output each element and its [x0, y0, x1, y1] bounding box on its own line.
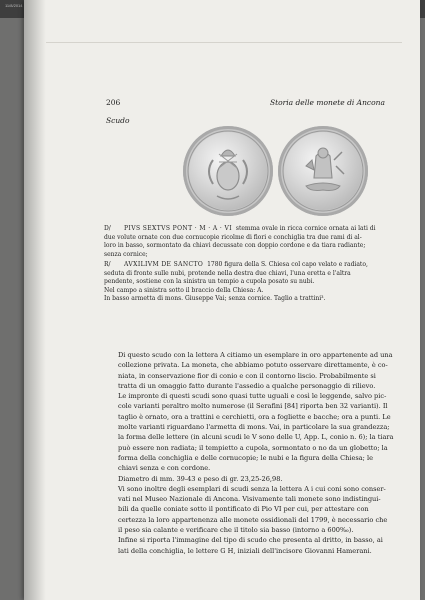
obverse-line: due volute ornate con due cornucopie ricolme di fiori e conchiglia tra due rami di al- — [104, 233, 362, 241]
body-line: vati nel Museo Nazionale di Ancona. Visivamente tali monete sono indistingui- — [118, 495, 381, 504]
body-line: Infine si riporta l'immagine del tipo di scudo che presenta al dritto, in basso, ai — [118, 536, 383, 545]
coin-obverse-image — [183, 126, 273, 216]
body-line: la forma delle lettere (in alcuni scudi le V sono delle U, App. L, conio n. 6); la tiara — [118, 433, 394, 442]
body-line: cole varianti peraltro molto numerose (il Serafini [84] riporta ben 32 varianti). Il — [118, 402, 388, 411]
obverse-first-line: stemma ovale in ricca cornice ornata ai lati di — [235, 225, 376, 232]
body-line: Diametro di mm. 39-43 e peso di gr. 23,25-26,98. — [118, 474, 283, 483]
obverse-line: senza cornice; — [104, 250, 148, 258]
reverse-description — [104, 261, 368, 270]
body-line: il peso sia calante e verificare che il titolo sia basso (intorno a 600‰). — [118, 526, 354, 535]
body-line: Di questo scudo con la lettera A citiamo un esemplare in oro appartenente ad una — [118, 351, 393, 359]
reverse-first-line: 1780 figura della S. Chiesa col capo velato e radiato, — [207, 261, 368, 268]
reverse-line: seduta di fronte sulle nubi, protende nella destra due chiavi, l'una eretta e l'altra — [104, 269, 351, 277]
body-line: tratta di un omaggio fatto durante l'assedio a qualche personaggio di rilievo. — [118, 381, 376, 390]
body-line: certezza la loro appartenenza alle monete ossidionali del 1799, è necessario che — [118, 515, 388, 524]
reverse-marker: R/ — [104, 261, 111, 268]
body-line: forma della conchiglia e delle cornucopie; le nubi e la figura della Chiesa; le — [118, 453, 374, 462]
obverse-marker: D/ — [104, 225, 111, 232]
coin-reverse-icon — [278, 126, 368, 216]
obverse-legend: PIVS SEXTVS PONT · M · A · VI — [124, 225, 233, 232]
coin-obverse-icon — [183, 126, 273, 216]
reverse-line: In basso armetta di mons. Giuseppe Vai; senza cornice. Taglio a trattini³. — [104, 295, 326, 303]
section-label: Scudo — [106, 116, 130, 125]
reverse-legend: AVXILIVM DE SANCTO — [124, 261, 204, 268]
page-divider — [46, 42, 402, 43]
body-line: può essere non radiata; il tempietto a cupola, sormontato o no da un globetto; la — [118, 443, 388, 452]
reverse-line: pendente, sostiene con la sinistra un tempio a cupola posato su nubi. — [104, 278, 315, 286]
obverse-line: loro in basso, sormontato da chiavi decussate con doppio cordone e da tiara radiante; — [104, 242, 366, 250]
body-line: Vi sono inoltre degli esemplari di scudi senza la lettera A i cui coni sono conser- — [118, 484, 386, 493]
page-number: 206 — [106, 98, 121, 107]
viewer-date-text: 11/8/2014 — [5, 3, 23, 8]
coin-reverse-image — [278, 126, 368, 216]
body-line: chiavi senza e con cordone. — [118, 464, 211, 473]
body-line: niata, in conservazione fior di conio e con il contorno liscio. Probabilmente si — [118, 371, 376, 380]
running-title: Storia delle monete di Ancona — [270, 98, 385, 107]
body-line: taglio è ornato, ora a trattini e cerchietti, ora a fogliette e bacche; ora a punti. Le — [118, 412, 391, 421]
body-line: bili da quelle coniate sotto il pontificato di Pio VI per cui, per attestare con — [118, 505, 369, 514]
body-line: collezione privata. La moneta, che abbiamo potuto osservare direttamente, è co- — [118, 361, 388, 370]
body-line: Le impronte di questi scudi sono quasi tutte uguali e così le leggende, salvo pic- — [118, 392, 387, 401]
reverse-line: Nel campo a sinistra sotto il braccio della Chiesa: A. — [104, 286, 264, 294]
body-line: lati della conchiglia, le lettere G H, iniziali dell'incisore Giovanni Hamerani. — [118, 546, 372, 555]
obverse-description — [104, 225, 376, 234]
body-line: molte varianti riguardano l'armetta di mons. Vai, in particolare la sua grandezza; — [118, 423, 390, 432]
body-text — [118, 350, 396, 556]
